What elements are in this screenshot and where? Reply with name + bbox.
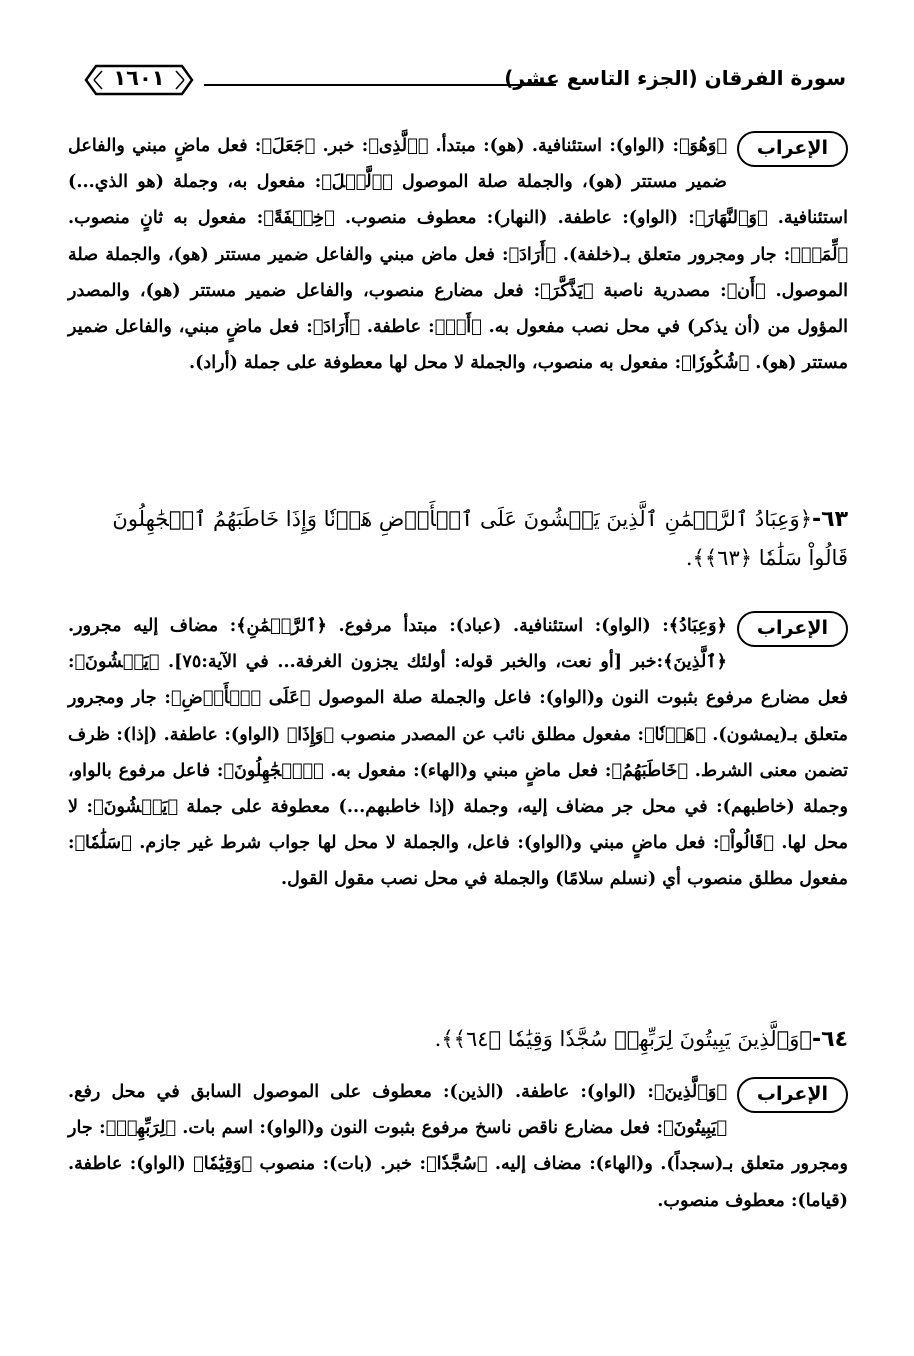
irab-paragraph-1 (68, 128, 848, 381)
irab-badge: الإعراب (737, 611, 848, 647)
irab-text-3: ﴿وَٱلَّذِينَ﴾: (الواو): عاطفة. (الذين): معطوف على الموصول السابق في محل رفع. ﴿يَبِيتُونَ﴾: فعل مضارع ناقص ناسخ مرفوع بثبوت النون و(الواو): اسم بات. ﴿لِرَبِّهِمۡ﴾: جار ومجرور متعلق بـ(سجداً). و(الهاء): مضاف إليه. ﴿سُجَّدٗا﴾: خبر. (بات): منصوب ﴿وَقِيَٰمٗا﴾ (الواو): عاطفة. (قياما): معطوف منصوب. (68, 1081, 848, 1211)
irab-badge: الإعراب (737, 1077, 848, 1113)
verse-64-line (68, 1020, 848, 1059)
verse-64-number: ٦٤- (812, 1027, 848, 1052)
irab-paragraph-2 (68, 608, 848, 898)
irab-section-2 (68, 608, 848, 898)
irab-section-3 (68, 1074, 848, 1219)
page-number-frame (80, 60, 198, 100)
irab-text-1: ﴿وَهُوَ﴾: (الواو): استئنافية. (هو): مبتدأ. ﴿ٱلَّذِى﴾: خبر. ﴿جَعَلَ﴾: فعل ماضٍ مبني والفاعل ضمير مستتر (هو)، والجملة صلة الموصول ﴿ٱلَّيۡلَ﴾: مفعول به، وجملة (هو الذي...) استئنافية. ﴿وَٱلنَّهَارَ﴾: (الواو): عاطفة. (النهار): معطوف منصوب. ﴿خِلۡفَةً﴾: مفعول به ثانٍ منصوب. ﴿لِّمَنۡ﴾: جار ومجرور متعلق بـ(خلفة). ﴿أَرَادَ﴾: فعل ماض مبني والفاعل ضمير مستتر (هو)، والجملة صلة الموصول. ﴿أَن﴾: مصدرية ناصبة ﴿يَذَّكَّرَ﴾: فعل مضارع منصوب، والفاعل ضمير مستتر (هو)، والمصدر المؤول من (أن يذكر) في محل نصب مفعول به. ﴿أَوۡ﴾: عاطفة. ﴿أَرَادَ﴾: فعل ماضٍ مبني، والفاعل ضمير مستتر (هو). ﴿شُكُورٗا﴾: مفعول به منصوب، والجملة لا محل لها معطوفة على جملة (أراد). (68, 135, 848, 374)
verse-63-line (68, 500, 848, 577)
irab-paragraph-3 (68, 1074, 848, 1219)
verse-64-text: ﴿وَٱلَّذِينَ يَبِيتُونَ لِرَبِّهِمۡ سُجَّدٗا وَقِيَٰمٗا ﴿٦٤﴾﴾. (434, 1027, 812, 1051)
page-header (80, 60, 846, 104)
page-number: ١٦٠١ (113, 66, 165, 90)
verse-63-text: ﴿وَعِبَادُ ٱلرَّحۡمَٰنِ ٱلَّذِينَ يَمۡشُونَ عَلَى ٱلۡأَرۡضِ هَوۡنٗا وَإِذَا خَاطَبَهُمُ ٱلۡجَٰهِلُونَ قَالُواْ سَلَٰمٗا ﴿٦٣﴾﴾. (112, 507, 848, 570)
irab-section-1 (68, 128, 848, 381)
verse-63-number: ٦٣- (812, 507, 848, 532)
verse-63 (68, 500, 848, 577)
irab-badge: الإعراب (737, 131, 848, 167)
irab-text-2: ﴿وَعِبَادُ﴾: (الواو): استئنافية. (عباد): مبتدأ مرفوع. ﴿ٱلرَّحۡمَٰنِ﴾: مضاف إليه مجرور. ﴿ٱلَّذِينَ﴾:خبر [أو نعت، والخبر قوله: أولئك يجزون الغرفة... في الآية:٧٥]. ﴿يَمۡشُونَ﴾: فعل مضارع مرفوع بثبوت النون و(الواو): فاعل والجملة صلة الموصول ﴿عَلَى ٱلۡأَرۡضِ﴾: جار ومجرور متعلق بـ(يمشون). ﴿هَوۡنٗا﴾: مفعول مطلق نائب عن المصدر منصوب ﴿وَإِذَا﴾ (الواو): عاطفة. (إذا): ظرف تضمن معنى الشرط. ﴿خَاطَبَهُمُ﴾: فعل ماضٍ مبني و(الهاء): مفعول به. ﴿ٱلۡجَٰهِلُونَ﴾: فاعل مرفوع بالواو، وجملة (خاطبهم): في محل جر مضاف إليه، وجملة (إذا خاطبهم...) معطوفة على جملة ﴿يَمۡشُونَ﴾: لا محل لها. ﴿قَالُواْ﴾: فعل ماضٍ مبني و(الواو): فاعل، والجملة لا محل لها جواب شرط غير جازم. ﴿سَلَٰمٗا﴾: مفعول مطلق منصوب أي (نسلم سلامًا) والجملة في محل نصب مقول القول. (68, 615, 848, 890)
header-rule (204, 84, 556, 86)
verse-64 (68, 1020, 848, 1059)
surah-title: سورة الفرقان (الجزء التاسع عشر) (504, 66, 846, 90)
